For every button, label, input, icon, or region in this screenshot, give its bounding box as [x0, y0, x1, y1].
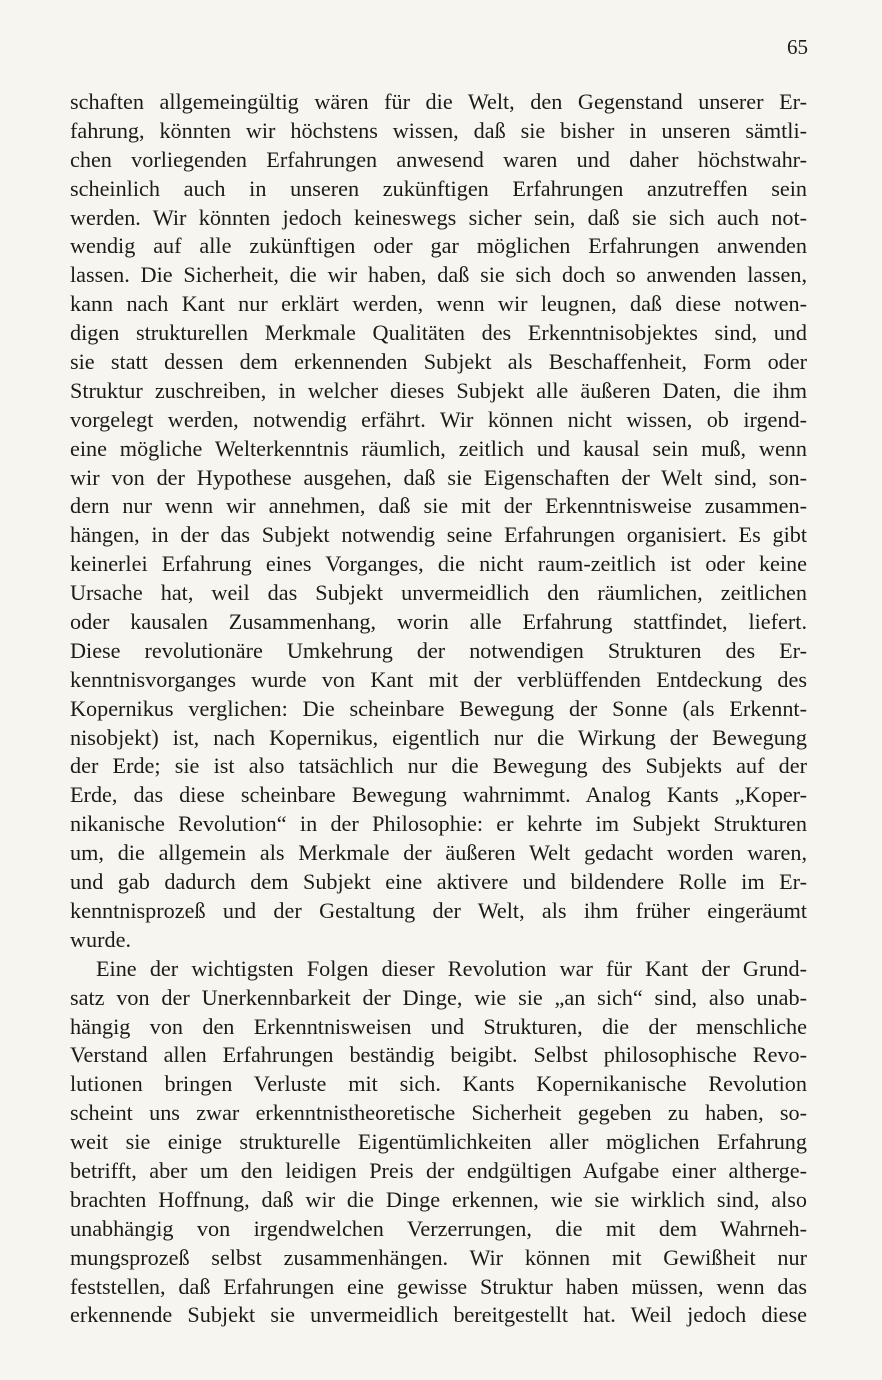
text-line: hängig von den Erkenntnisweisen und Strukturen, die der menschliche: [70, 1013, 807, 1039]
text-line: werden. Wir könnten jedoch keineswegs sicher sein, daß sie sich auch not-: [70, 204, 807, 230]
text-line: chen vorliegenden Erfahrungen anwesend waren und daher höchstwahr-: [70, 146, 807, 172]
text-line: schaften allgemeingültig wären für die Welt, den Gegenstand unserer Er-: [70, 89, 807, 114]
text-line: fahrung, könnten wir höchstens wissen, daß sie bisher in unseren sämtli-: [70, 117, 807, 143]
text-line: Diese revolutionäre Umkehrung der notwendigen Strukturen des Er-: [70, 637, 807, 663]
text-line: vorgelegt werden, notwendig erfährt. Wir können nicht wissen, ob irgend-: [70, 406, 807, 432]
text-line: nisobjekt) ist, nach Kopernikus, eigentlich nur die Wirkung der Bewegung: [70, 724, 807, 750]
text-line: scheinlich auch in unseren zukünftigen Erfahrungen anzutreffen sein: [70, 175, 807, 201]
text-line: lassen. Die Sicherheit, die wir haben, daß sie sich doch so anwenden lassen,: [70, 262, 807, 288]
text-line: wurde.: [70, 926, 131, 952]
text-line: nikanische Revolution“ in der Philosophie: er kehrte im Subjekt Strukturen: [70, 811, 807, 837]
text-line: dern nur wenn wir annehmen, daß sie mit der Erkenntnisweise zusammen-: [70, 493, 807, 519]
text-line: wendig auf alle zukünftigen oder gar möglichen Erfahrungen anwenden: [70, 233, 807, 259]
text-line: kenntnisvorganges wurde von Kant mit der verblüffenden Entdeckung des: [70, 666, 807, 692]
text-line: Erde, das diese scheinbare Bewegung wahrnimmt. Analog Kants „Koper-: [70, 782, 807, 808]
text-line: brachten Hoffnung, daß wir die Dinge erkennen, wie sie wirklich sind, also: [70, 1186, 807, 1212]
text-line: der Erde; sie ist also tatsächlich nur die Bewegung des Subjekts auf der: [70, 753, 807, 779]
text-line: um, die allgemein als Merkmale der äußeren Welt gedacht worden waren,: [70, 840, 807, 866]
page-number: 65: [787, 35, 808, 59]
text-line: unabhängig von irgendwelchen Verzerrungen, die mit dem Wahrneh-: [70, 1215, 807, 1241]
text-line: eine mögliche Welterkenntnis räumlich, zeitlich und kausal sein muß, wenn: [70, 435, 807, 461]
body-text: [70, 88, 807, 1330]
text-line: Verstand allen Erfahrungen beständig beigibt. Selbst philosophische Revo-: [70, 1042, 807, 1068]
text-line: Struktur zuschreiben, in welcher dieses Subjekt alle äußeren Daten, die ihm: [70, 377, 807, 403]
text-line: hängen, in der das Subjekt notwendig seine Erfahrungen organisiert. Es gibt: [70, 522, 807, 548]
text-line: lutionen bringen Verluste mit sich. Kants Kopernikanische Revolution: [70, 1071, 807, 1097]
text-line: kenntnisprozeß und der Gestaltung der Welt, als ihm früher eingeräumt: [70, 897, 807, 923]
text-line: keinerlei Erfahrung eines Vorganges, die nicht raum-zeitlich ist oder keine: [70, 551, 807, 577]
text-line: Eine der wichtigsten Folgen dieser Revolution war für Kant der Grund-: [96, 955, 807, 981]
text-line: kann nach Kant nur erklärt werden, wenn wir leugnen, daß diese notwen-: [70, 291, 807, 317]
text-line: Ursache hat, weil das Subjekt unvermeidlich den räumlichen, zeitlichen: [70, 580, 807, 606]
text-line: satz von der Unerkennbarkeit der Dinge, wie sie „an sich“ sind, also unab-: [70, 984, 807, 1010]
text-line: oder kausalen Zusammenhang, worin alle Erfahrung stattfindet, liefert.: [70, 609, 807, 635]
text-line: Kopernikus verglichen: Die scheinbare Bewegung der Sonne (als Erkennt-: [70, 695, 807, 721]
text-line: wir von der Hypothese ausgehen, daß sie Eigenschaften der Welt sind, son-: [70, 464, 807, 490]
text-line: weit sie einige strukturelle Eigentümlichkeiten aller möglichen Erfahrung: [70, 1129, 807, 1155]
text-line: digen strukturellen Merkmale Qualitäten des Erkenntnisobjektes sind, und: [70, 320, 807, 346]
text-line: betrifft, aber um den leidigen Preis der endgültigen Aufgabe einer altherge-: [70, 1157, 807, 1183]
text-line: sie statt dessen dem erkennenden Subjekt als Beschaffenheit, Form oder: [70, 349, 807, 375]
text-line: und gab dadurch dem Subjekt eine aktivere und bildendere Rolle im Er-: [70, 869, 807, 895]
text-line: mungsprozeß selbst zusammenhängen. Wir können mit Gewißheit nur: [70, 1244, 807, 1270]
text-line: erkennende Subjekt sie unvermeidlich bereitgestellt hat. Weil jedoch diese: [70, 1302, 807, 1328]
text-line: scheint uns zwar erkenntnistheoretische Sicherheit gegeben zu haben, so-: [70, 1100, 807, 1126]
text-line: feststellen, daß Erfahrungen eine gewisse Struktur haben müssen, wenn das: [70, 1273, 807, 1299]
